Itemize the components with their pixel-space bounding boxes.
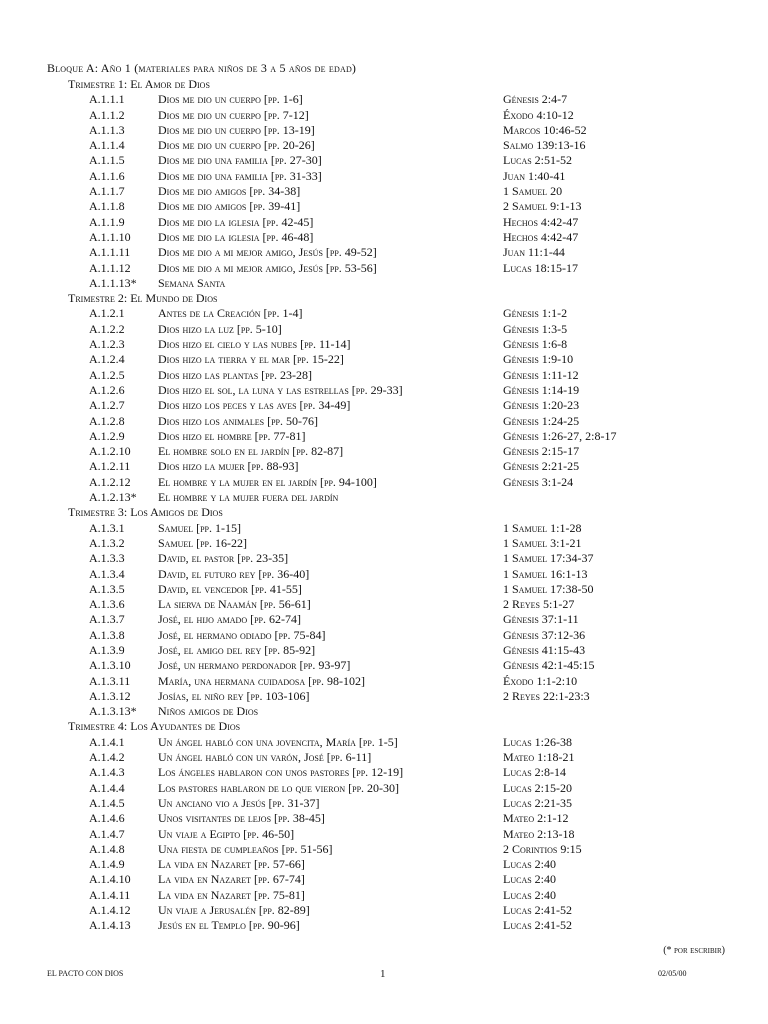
lesson-code: A.1.1.11	[89, 245, 131, 260]
lesson-reference: Lucas 2:40	[503, 872, 557, 887]
lesson-code: A.1.1.13*	[89, 275, 137, 290]
lesson-row	[0, 429, 768, 444]
lesson-code: A.1.3.4	[89, 566, 125, 581]
lesson-code: A.1.3.9	[89, 642, 125, 657]
lesson-reference: Lucas 2:8-14	[503, 765, 566, 780]
lesson-title: José, el hijo amado [pp. 62-74]	[158, 612, 301, 627]
lesson-title: Un viaje a Jerusalén [pp. 82-89]	[158, 903, 310, 918]
lesson-code: A.1.2.10	[89, 444, 131, 459]
lesson-code: A.1.1.3	[89, 122, 125, 137]
lesson-title: Dios me dio una familia [pp. 31-33]	[158, 168, 322, 183]
lesson-reference: Génesis 2:15-17	[503, 444, 580, 459]
lesson-reference: Mateo 1:18-21	[503, 750, 575, 765]
lesson-reference: Génesis 1:14-19	[503, 382, 580, 397]
lesson-code: A.1.1.12	[89, 260, 131, 275]
lesson-row	[0, 230, 768, 245]
lesson-row	[0, 842, 768, 857]
lesson-reference: Lucas 2:40	[503, 857, 557, 872]
lesson-title: Un anciano vio a Jesús [pp. 31-37]	[158, 795, 320, 810]
lesson-title: Dios hizo la luz [pp. 5-10]	[158, 321, 282, 336]
lesson-title: José, el hermano odiado [pp. 75-84]	[158, 627, 326, 642]
lesson-reference: 1 Samuel 17:34-37	[503, 551, 594, 566]
lesson-row	[0, 796, 768, 811]
lesson-reference: Génesis 2:4-7	[503, 92, 568, 107]
lesson-row	[0, 689, 768, 704]
lesson-code: A.1.4.6	[89, 811, 125, 826]
lesson-title: Un ángel habló con una jovencita, María [pp. 1-5]	[158, 734, 398, 749]
lesson-reference: Hechos 4:42-47	[503, 229, 579, 244]
lesson-title: Dios me dio una familia [pp. 27-30]	[158, 153, 322, 168]
lesson-reference: Salmo 139:13-16	[503, 138, 586, 153]
lesson-reference: Génesis 1:24-25	[503, 413, 580, 428]
lesson-row	[0, 918, 768, 933]
lesson-row	[0, 735, 768, 750]
lesson-reference: 2 Samuel 9:1-13	[503, 199, 582, 214]
lesson-reference: Juan 11:1-44	[503, 245, 565, 260]
lesson-reference: Lucas 2:21-35	[503, 795, 572, 810]
lesson-row	[0, 184, 768, 199]
lesson-row	[0, 306, 768, 321]
lesson-title: Dios me dio un cuerpo [pp. 1-6]	[158, 92, 303, 107]
lesson-code: A.1.4.12	[89, 903, 131, 918]
lesson-code: A.1.2.6	[89, 382, 125, 397]
lesson-row	[0, 383, 768, 398]
trimester-heading: Trimestre 2: El Mundo de Dios	[68, 291, 218, 306]
lesson-title: Antes de la Creación [pp. 1-4]	[158, 306, 303, 321]
lesson-reference: Génesis 37:1-11	[503, 612, 579, 627]
lesson-reference: Marcos 10:46-52	[503, 122, 587, 137]
lesson-title: El hombre y la mujer en el jardín [pp. 94-100]	[158, 474, 377, 489]
lesson-title: Dios hizo el hombre [pp. 77-81]	[158, 428, 306, 443]
lesson-reference: Lucas 2:41-52	[503, 903, 572, 918]
lesson-title: Dios me dio un cuerpo [pp. 13-19]	[158, 122, 315, 137]
lesson-code: A.1.2.1	[89, 306, 125, 321]
lesson-code: A.1.4.11	[89, 887, 131, 902]
lesson-reference: Lucas 1:26-38	[503, 734, 572, 749]
lesson-title: David, el futuro rey [pp. 36-40]	[158, 566, 310, 581]
lesson-title: La sierva de Naamán [pp. 56-61]	[158, 597, 311, 612]
lesson-row	[0, 521, 768, 536]
lesson-title: María, una hermana cuidadosa [pp. 98-102]	[158, 673, 366, 688]
lesson-code: A.1.1.10	[89, 229, 131, 244]
lesson-reference: Juan 1:40-41	[503, 168, 566, 183]
lesson-reference: 2 Reyes 5:1-27	[503, 597, 575, 612]
lesson-reference: Génesis 1:20-23	[503, 398, 580, 413]
lesson-row	[0, 750, 768, 765]
lesson-row	[0, 628, 768, 643]
lesson-title: Unos visitantes de lejos [pp. 38-45]	[158, 811, 325, 826]
lesson-title: José, el amigo del rey [pp. 85-92]	[158, 642, 316, 657]
footnote: (* por escribir)	[663, 945, 725, 956]
lesson-row	[0, 475, 768, 490]
lesson-title: Dios me dio la iglesia [pp. 46-48]	[158, 229, 314, 244]
lesson-code: A.1.1.9	[89, 214, 125, 229]
lesson-code: A.1.2.9	[89, 428, 125, 443]
lesson-code: A.1.1.1	[89, 92, 125, 107]
lesson-reference: Génesis 37:12-36	[503, 627, 586, 642]
lesson-reference: Génesis 1:6-8	[503, 337, 568, 352]
lesson-row	[0, 153, 768, 168]
lesson-title: Dios hizo la tierra y el mar [pp. 15-22]	[158, 352, 344, 367]
lesson-row	[0, 567, 768, 582]
footer-date: 02/05/00	[658, 969, 687, 978]
lesson-title: Jesús en el Templo [pp. 90-96]	[158, 918, 300, 933]
lesson-title: El hombre y la mujer fuera del jardín	[158, 490, 339, 505]
lesson-row	[0, 827, 768, 842]
lesson-row	[0, 322, 768, 337]
lesson-row	[0, 215, 768, 230]
lesson-reference: Hechos 4:42-47	[503, 214, 579, 229]
lesson-row	[0, 123, 768, 138]
lesson-code: A.1.2.13*	[89, 490, 137, 505]
lesson-reference: Génesis 41:15-43	[503, 642, 586, 657]
lesson-row	[0, 490, 768, 505]
lesson-code: A.1.1.5	[89, 153, 125, 168]
lesson-title: Samuel [pp. 1-15]	[158, 520, 242, 535]
lesson-row	[0, 704, 768, 719]
lesson-code: A.1.3.1	[89, 520, 125, 535]
lesson-row	[0, 811, 768, 826]
lesson-code: A.1.3.8	[89, 627, 125, 642]
trimester-heading: Trimestre 4: Los Ayudantes de Dios	[68, 719, 241, 734]
lesson-code: A.1.4.9	[89, 857, 125, 872]
lesson-code: A.1.3.3	[89, 551, 125, 566]
lesson-code: A.1.1.6	[89, 168, 125, 183]
lesson-row	[0, 551, 768, 566]
lesson-code: A.1.2.7	[89, 398, 125, 413]
lesson-reference: Mateo 2:13-18	[503, 826, 575, 841]
lesson-title: Semana Santa	[158, 275, 226, 290]
lesson-code: A.1.4.7	[89, 826, 125, 841]
lesson-code: A.1.4.2	[89, 750, 125, 765]
lesson-title: La vida en Nazaret [pp. 75-81]	[158, 887, 305, 902]
lesson-row	[0, 108, 768, 123]
lesson-code: A.1.2.4	[89, 352, 125, 367]
lesson-reference: Génesis 1:26-27, 2:8-17	[503, 428, 617, 443]
lesson-row	[0, 872, 768, 887]
lesson-reference: 1 Samuel 20	[503, 184, 563, 199]
lesson-row	[0, 199, 768, 214]
lesson-title: Dios hizo los animales [pp. 50-76]	[158, 413, 318, 428]
lesson-title: Una fiesta de cumpleaños [pp. 51-56]	[158, 841, 333, 856]
lesson-list	[0, 77, 768, 934]
lesson-row	[0, 414, 768, 429]
document-heading: Bloque A: Año 1 (materiales para niños de 3 a 5 años de edad)	[47, 61, 357, 75]
lesson-reference: Mateo 2:1-12	[503, 811, 569, 826]
lesson-code: A.1.4.1	[89, 734, 125, 749]
lesson-reference: Génesis 3:1-24	[503, 474, 574, 489]
lesson-row	[0, 582, 768, 597]
lesson-code: A.1.3.6	[89, 597, 125, 612]
lesson-reference: 2 Reyes 22:1-23:3	[503, 688, 590, 703]
lesson-row	[0, 612, 768, 627]
lesson-title: El hombre solo en el jardín [pp. 82-87]	[158, 444, 344, 459]
lesson-row	[0, 857, 768, 872]
lesson-reference: 1 Samuel 17:38-50	[503, 581, 594, 596]
lesson-code: A.1.1.2	[89, 107, 125, 122]
lesson-code: A.1.2.11	[89, 459, 131, 474]
lesson-title: Dios hizo las plantas [pp. 23-28]	[158, 367, 313, 382]
lesson-row	[0, 245, 768, 260]
lesson-code: A.1.4.13	[89, 918, 131, 933]
lesson-title: Un viaje a Egipto [pp. 46-50]	[158, 826, 295, 841]
lesson-code: A.1.2.2	[89, 321, 125, 336]
lesson-title: Dios hizo la mujer [pp. 88-93]	[158, 459, 299, 474]
lesson-row	[0, 276, 768, 291]
lesson-code: A.1.4.4	[89, 780, 125, 795]
lesson-row	[0, 337, 768, 352]
lesson-title: Dios me dio amigos [pp. 34-38]	[158, 184, 301, 199]
lesson-row	[0, 169, 768, 184]
lesson-row	[0, 597, 768, 612]
lesson-row	[0, 903, 768, 918]
lesson-title: Dios hizo el sol, la luna y las estrellas [pp. 29-33]	[158, 382, 403, 397]
lesson-row	[0, 368, 768, 383]
lesson-code: A.1.4.8	[89, 841, 125, 856]
lesson-title: David, el pastor [pp. 23-35]	[158, 551, 289, 566]
lesson-code: A.1.3.5	[89, 581, 125, 596]
lesson-reference: Génesis 1:3-5	[503, 321, 568, 336]
lesson-reference: 1 Samuel 16:1-13	[503, 566, 588, 581]
lesson-code: A.1.4.3	[89, 765, 125, 780]
lesson-code: A.1.3.10	[89, 658, 131, 673]
footer-title: EL PACTO CON DIOS	[47, 969, 124, 978]
lesson-code: A.1.3.11	[89, 673, 131, 688]
lesson-reference: Génesis 2:21-25	[503, 459, 580, 474]
lesson-row	[0, 352, 768, 367]
lesson-row	[0, 398, 768, 413]
lesson-code: A.1.1.4	[89, 138, 125, 153]
lesson-title: David, el vencedor [pp. 41-55]	[158, 581, 302, 596]
trimester-heading: Trimestre 3: Los Amigos de Dios	[68, 505, 223, 520]
lesson-row	[0, 261, 768, 276]
lesson-title: José, un hermano perdonador [pp. 93-97]	[158, 658, 351, 673]
lesson-reference: Génesis 1:11-12	[503, 367, 579, 382]
lesson-row	[0, 536, 768, 551]
page-number: 1	[380, 968, 386, 980]
lesson-row	[0, 781, 768, 796]
lesson-title: Samuel [pp. 16-22]	[158, 535, 248, 550]
lesson-reference: Génesis 1:9-10	[503, 352, 574, 367]
lesson-title: Josías, el niño rey [pp. 103-106]	[158, 688, 310, 703]
lesson-title: Dios hizo el cielo y las nubes [pp. 11-14]	[158, 337, 351, 352]
lesson-code: A.1.4.5	[89, 795, 125, 810]
lesson-title: Un ángel habló con un varón, José [pp. 6-11]	[158, 750, 372, 765]
lesson-row	[0, 459, 768, 474]
lesson-code: A.1.2.8	[89, 413, 125, 428]
lesson-title: La vida en Nazaret [pp. 67-74]	[158, 872, 305, 887]
lesson-code: A.1.3.13*	[89, 704, 137, 719]
lesson-title: Dios me dio la iglesia [pp. 42-45]	[158, 214, 314, 229]
lesson-reference: Éxodo 4:10-12	[503, 107, 574, 122]
lesson-title: Dios me dio a mi mejor amigo, Jesús [pp. 49-52]	[158, 245, 377, 260]
lesson-code: A.1.2.12	[89, 474, 131, 489]
lesson-reference: Lucas 2:15-20	[503, 780, 572, 795]
lesson-row	[0, 643, 768, 658]
lesson-code: A.1.4.10	[89, 872, 131, 887]
lesson-title: Los ángeles hablaron con unos pastores [pp. 12-19]	[158, 765, 404, 780]
lesson-reference: Génesis 42:1-45:15	[503, 658, 595, 673]
lesson-row	[0, 674, 768, 689]
lesson-reference: Lucas 2:40	[503, 887, 557, 902]
lesson-code: A.1.3.12	[89, 688, 131, 703]
lesson-reference: 1 Samuel 1:1-28	[503, 520, 582, 535]
lesson-row	[0, 888, 768, 903]
lesson-title: Niños amigos de Dios	[158, 704, 259, 719]
lesson-code: A.1.3.7	[89, 612, 125, 627]
lesson-title: Los pastores hablaron de lo que vieron [pp. 20-30]	[158, 780, 400, 795]
trimester-heading: Trimestre 1: El Amor de Dios	[68, 77, 210, 91]
lesson-title: Dios me dio un cuerpo [pp. 7-12]	[158, 107, 309, 122]
lesson-title: La vida en Nazaret [pp. 57-66]	[158, 857, 305, 872]
lesson-code: A.1.3.2	[89, 535, 125, 550]
lesson-row	[0, 138, 768, 153]
lesson-code: A.1.1.7	[89, 184, 125, 199]
lesson-title: Dios me dio a mi mejor amigo, Jesús [pp. 53-56]	[158, 260, 377, 275]
lesson-reference: Génesis 1:1-2	[503, 306, 568, 321]
lesson-title: Dios hizo los peces y las aves [pp. 34-49]	[158, 398, 351, 413]
lesson-row	[0, 444, 768, 459]
lesson-reference: Éxodo 1:1-2:10	[503, 673, 578, 688]
lesson-title: Dios me dio amigos [pp. 39-41]	[158, 199, 301, 214]
lesson-row	[0, 92, 768, 107]
lesson-reference: 2 Corintios 9:15	[503, 841, 582, 856]
lesson-reference: 1 Samuel 3:1-21	[503, 535, 582, 550]
lesson-title: Dios me dio un cuerpo [pp. 20-26]	[158, 138, 315, 153]
lesson-code: A.1.1.8	[89, 199, 125, 214]
lesson-reference: Lucas 18:15-17	[503, 260, 578, 275]
lesson-row	[0, 765, 768, 780]
lesson-code: A.1.2.5	[89, 367, 125, 382]
lesson-reference: Lucas 2:51-52	[503, 153, 572, 168]
lesson-row	[0, 658, 768, 673]
lesson-reference: Lucas 2:41-52	[503, 918, 572, 933]
lesson-code: A.1.2.3	[89, 337, 125, 352]
